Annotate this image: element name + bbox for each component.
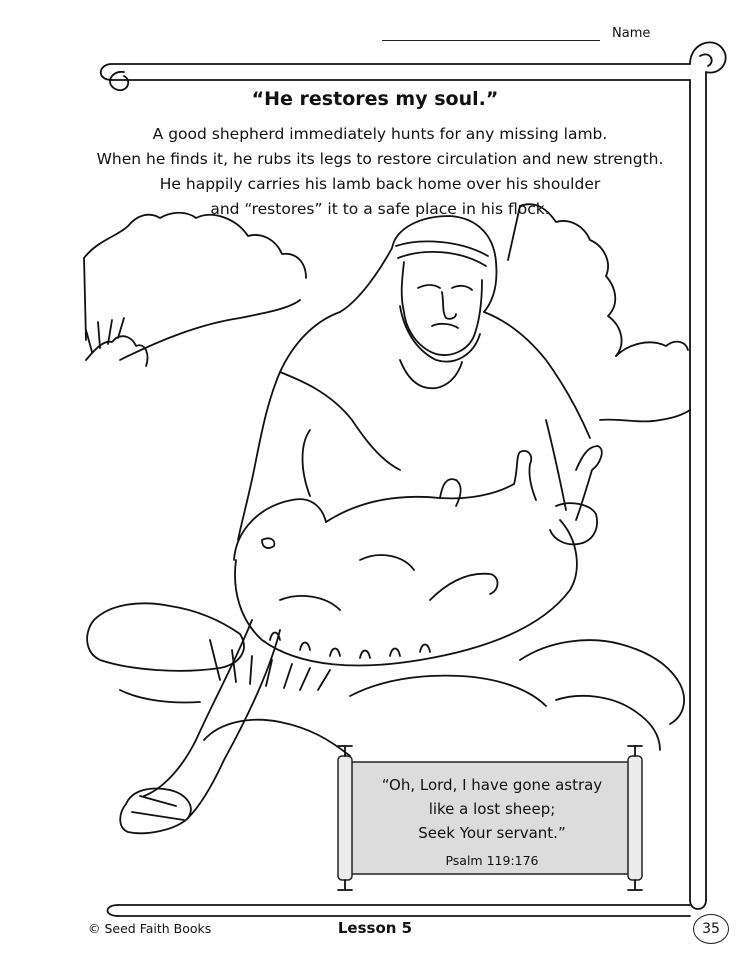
verse-line: Seek Your servant.” xyxy=(418,824,566,842)
paragraph-line: and “restores” it to a safe place in his flock. xyxy=(210,200,550,218)
lamb xyxy=(234,430,602,665)
verse-line: “Oh, Lord, I have gone astray xyxy=(381,776,603,794)
shepherd xyxy=(120,216,597,833)
page-number: 35 xyxy=(693,914,729,944)
verse-line: like a lost sheep; xyxy=(428,800,556,818)
background-hills xyxy=(84,204,690,421)
copyright: © Seed Faith Books xyxy=(88,921,212,936)
paragraph-line: A good shepherd immediately hunts for any missing lamb. xyxy=(152,125,608,143)
paragraph-line: He happily carries his lamb back home over his shoulder xyxy=(159,175,601,193)
name-label: Name xyxy=(612,26,651,41)
paragraph-line: When he finds it, he rubs its legs to restore circulation and new strength. xyxy=(96,150,664,168)
foreground-rocks xyxy=(87,603,684,756)
verse-reference: Psalm 119:176 xyxy=(445,853,539,868)
page-title: “He restores my soul.” xyxy=(251,88,499,110)
intro-paragraph xyxy=(60,122,700,222)
lesson-label: Lesson 5 xyxy=(337,919,413,937)
scroll-verse xyxy=(360,773,624,873)
